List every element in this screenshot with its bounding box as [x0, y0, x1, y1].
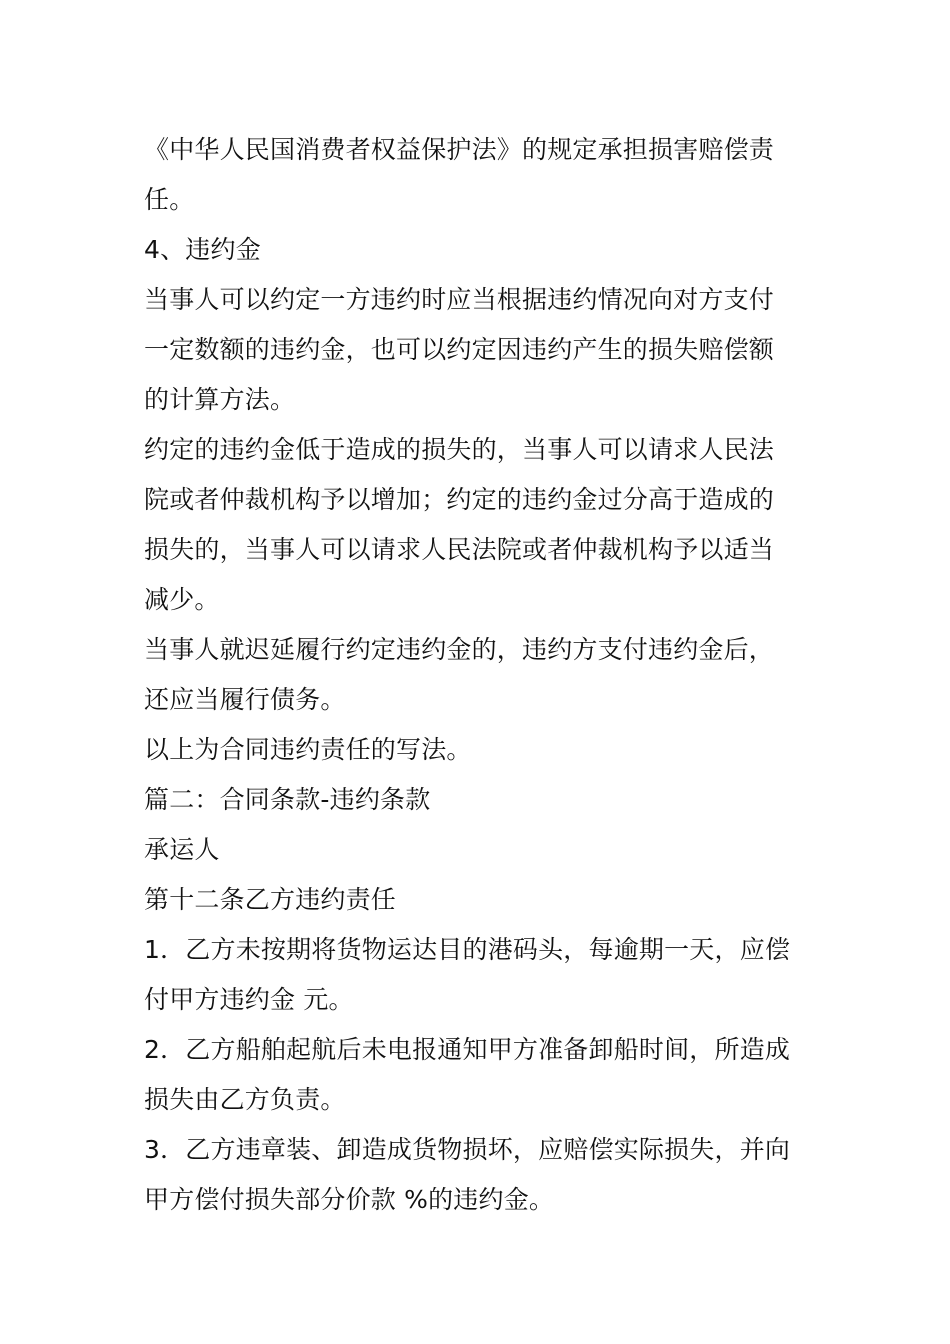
text-line: 3．乙方违章装、卸造成货物损坏，应赔偿实际损失，并向: [144, 1135, 791, 1164]
text-line: 任。: [144, 185, 195, 214]
chapter-heading: 篇二：合同条款-违约条款: [144, 785, 431, 814]
text-line: 损失的，当事人可以请求人民法院或者仲裁机构予以适当: [144, 535, 775, 564]
text-line: 当事人就迟延履行约定违约金的，违约方支付违约金后，: [144, 635, 775, 664]
text-line: 的计算方法。: [144, 385, 296, 414]
text-line: 甲方偿付损失部分价款 %的违约金。: [144, 1185, 555, 1214]
text-line: 付甲方违约金 元。: [144, 985, 354, 1014]
article-heading: 第十二条乙方违约责任: [144, 885, 397, 914]
text-line: 约定的违约金低于造成的损失的，当事人可以请求人民法: [144, 435, 775, 464]
text-line: 减少。: [144, 585, 220, 614]
text-line: 当事人可以约定一方违约时应当根据违约情况向对方支付: [144, 285, 775, 314]
text-line: 1．乙方未按期将货物运达目的港码头，每逾期一天，应偿: [144, 935, 791, 964]
text-line: 承运人: [144, 835, 220, 864]
text-line: 一定数额的违约金，也可以约定因违约产生的损失赔偿额: [144, 335, 775, 364]
text-line: 2．乙方船舶起航后未电报通知甲方准备卸船时间，所造成: [144, 1035, 791, 1064]
text-line: 损失由乙方负责。: [144, 1085, 346, 1114]
text-line: 院或者仲裁机构予以增加；约定的违约金过分高于造成的: [144, 485, 775, 514]
section-heading: 4、违约金: [144, 235, 261, 264]
text-line: 以上为合同违约责任的写法。: [144, 735, 472, 764]
text-line: 还应当履行债务。: [144, 685, 346, 714]
text-line: 《中华人民国消费者权益保护法》的规定承担损害赔偿责: [144, 135, 775, 164]
